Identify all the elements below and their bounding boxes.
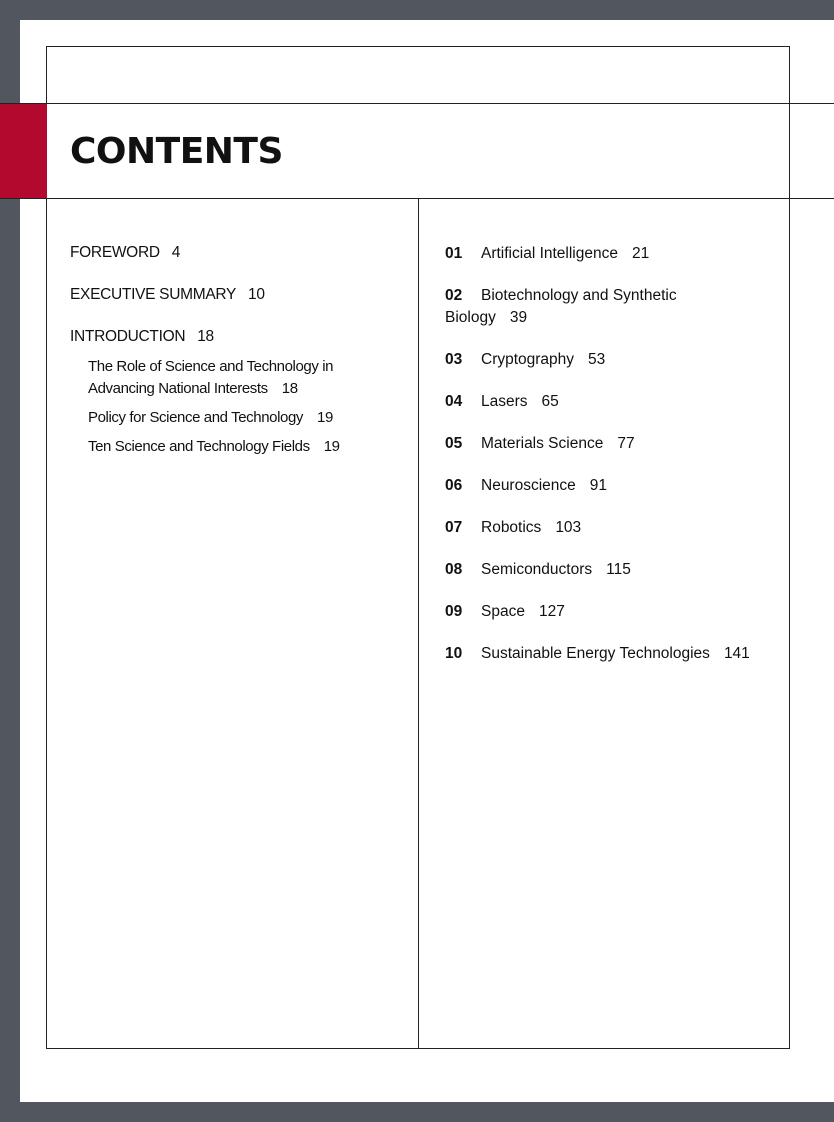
toc-entry-label: INTRODUCTION [70, 328, 186, 345]
chapter-number: 03 [445, 351, 463, 368]
header-rule-bottom [0, 198, 834, 199]
chapter-number: 06 [445, 477, 463, 494]
chapter-number: 09 [445, 603, 463, 620]
toc-page-number: 115 [606, 561, 631, 578]
chapter-name: Sustainable Energy Technologies [481, 645, 710, 662]
toc-chapter-06[interactable] [445, 475, 785, 497]
toc-subentry-label: Ten Science and Technology Fields [88, 438, 310, 455]
toc-page-number: 127 [538, 603, 565, 620]
accent-red-block [0, 104, 47, 198]
toc-subentry-policy[interactable] [88, 407, 410, 429]
toc-subentry-label: Policy for Science and Technology [88, 409, 303, 426]
chapters-column [445, 243, 785, 685]
toc-chapter-04[interactable] [445, 391, 785, 413]
column-divider [418, 198, 419, 1048]
chapter-name: Space [481, 603, 525, 620]
chapter-name: Lasers [481, 393, 528, 410]
toc-page-number: 4 [171, 244, 181, 261]
toc-page-number: 77 [617, 435, 635, 452]
toc-page-number: 10 [248, 286, 265, 303]
toc-subentry-role-of-science[interactable] [88, 356, 410, 400]
toc-page-number: 21 [631, 245, 650, 262]
chapter-name-line1: Biotechnology and Synthetic [481, 287, 677, 304]
toc-chapter-09[interactable] [445, 601, 785, 623]
toc-page-number: 141 [723, 645, 750, 662]
chapter-name: Semiconductors [481, 561, 593, 578]
toc-entry-introduction[interactable] [70, 327, 410, 347]
page-title: CONTENTS [70, 131, 283, 172]
header-rule-top [0, 103, 834, 104]
toc-chapter-05[interactable] [445, 433, 785, 455]
toc-page-number: 53 [588, 351, 606, 368]
chapter-number: 05 [445, 435, 463, 452]
toc-subentry-ten-fields[interactable] [88, 436, 410, 458]
chapter-name-line2: Biology [445, 309, 496, 326]
toc-chapter-01[interactable] [445, 243, 785, 265]
toc-page-number: 18 [281, 380, 298, 397]
toc-page-number: 91 [589, 477, 608, 494]
chapter-number: 10 [445, 645, 463, 662]
chapter-number: 04 [445, 393, 463, 410]
toc-page-number: 65 [541, 393, 559, 410]
toc-page-number: 19 [317, 409, 333, 426]
chapter-name: Robotics [481, 519, 542, 536]
chapter-number: 07 [445, 519, 463, 536]
toc-entry-label: EXECUTIVE SUMMARY [70, 286, 237, 303]
front-matter-column [70, 243, 410, 465]
toc-chapter-08[interactable] [445, 559, 785, 581]
introduction-subsections [70, 356, 410, 458]
chapter-number: 08 [445, 561, 463, 578]
toc-page-number: 18 [197, 328, 214, 345]
toc-chapter-07[interactable] [445, 517, 785, 539]
toc-subentry-label-line1: The Role of Science and Technology in [88, 358, 334, 375]
chapter-name: Materials Science [481, 435, 604, 452]
toc-chapter-03[interactable] [445, 349, 785, 371]
chapter-name: Artificial Intelligence [481, 245, 618, 262]
toc-entry-executive-summary[interactable] [70, 285, 410, 305]
toc-entry-foreword[interactable] [70, 243, 410, 263]
toc-page-number: 103 [555, 519, 582, 536]
toc-subentry-label-line2: Advancing National Interests [88, 380, 268, 397]
toc-page-number: 19 [323, 438, 340, 455]
toc-entry-label: FOREWORD [70, 244, 160, 261]
chapter-name: Cryptography [481, 351, 575, 368]
toc-chapter-02[interactable] [445, 285, 785, 329]
toc-chapter-10[interactable] [445, 643, 785, 665]
chapter-number: 01 [445, 245, 463, 262]
chapter-number: 02 [445, 287, 463, 304]
toc-page-number: 39 [509, 309, 528, 326]
chapter-name: Neuroscience [481, 477, 576, 494]
